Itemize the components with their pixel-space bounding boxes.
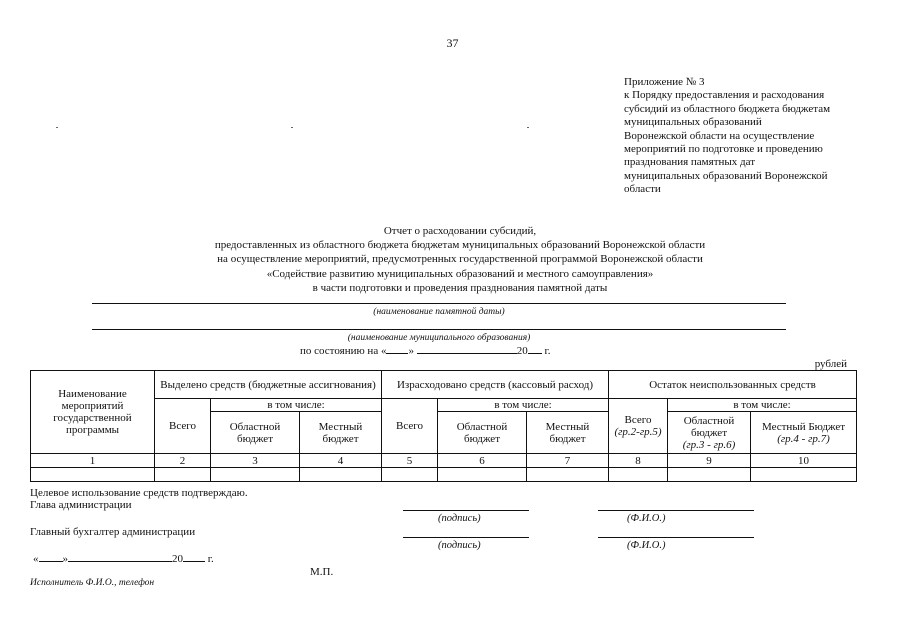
municipality-caption: (наименование муниципального образования) xyxy=(347,333,531,343)
table-cell[interactable] xyxy=(609,468,668,482)
as-of-mid: » xyxy=(408,345,414,357)
head-signature-field[interactable] xyxy=(403,510,529,511)
stamp-place: М.П. xyxy=(310,566,334,578)
column-number: 2 xyxy=(155,454,211,468)
table-cell[interactable] xyxy=(211,468,300,482)
column-number: 6 xyxy=(438,454,527,468)
header-program: Наименование мероприятий государственной программы xyxy=(31,371,155,454)
column-number: 10 xyxy=(751,454,857,468)
title-line: предоставленных из областного бюджета бюджетам муниципальных образований Воронежской области xyxy=(214,239,706,252)
header-remaining-local-formula: (гр.4 - гр.7) xyxy=(777,432,830,445)
appendix-line: Приложение № 3 xyxy=(624,76,705,88)
accountant-name-field[interactable] xyxy=(598,537,754,538)
header-allocated: Выделено средств (бюджетные ассигнования) xyxy=(155,371,382,399)
column-number: 5 xyxy=(382,454,438,468)
sign-date-day-field[interactable] xyxy=(39,552,63,562)
header-allocated-regional: Областной бюджет xyxy=(211,412,300,454)
sign-date-suffix: г. xyxy=(207,553,214,565)
scan-speck xyxy=(291,127,293,128)
appendix-note xyxy=(624,76,864,197)
table-cell[interactable] xyxy=(438,468,527,482)
as-of-suffix: г. xyxy=(544,345,551,357)
table-row xyxy=(31,468,857,482)
sign-date-close: » xyxy=(62,553,68,565)
appendix-line: субсидий из областного бюджета бюджетам xyxy=(624,102,831,115)
header-remaining: Остаток неиспользованных средств xyxy=(609,371,857,399)
header-remaining-local-label: Местный Бюджет xyxy=(761,420,846,433)
title-line: «Содействие развитию муниципальных образований и местного самоуправления» xyxy=(266,267,654,280)
accountant-label: Главный бухгалтер администрации xyxy=(30,526,196,538)
head-signature-caption: (подпись) xyxy=(438,513,481,524)
table-cell[interactable] xyxy=(751,468,857,482)
accountant-signature-caption: (подпись) xyxy=(438,540,481,551)
table-cell[interactable] xyxy=(668,468,751,482)
title-line: Отчет о расходовании субсидий, xyxy=(383,225,537,237)
appendix-line: муниципальных образований Воронежской xyxy=(624,169,828,182)
as-of-prefix: по состоянию на « xyxy=(300,345,387,357)
accountant-signature-field[interactable] xyxy=(403,537,529,538)
as-of-year: 20 xyxy=(516,345,528,357)
column-number: 4 xyxy=(300,454,382,468)
appendix-line: празднования памятных дат xyxy=(624,156,756,169)
head-label: Глава администрации xyxy=(30,499,132,511)
table-cell[interactable] xyxy=(300,468,382,482)
appendix-line: Воронежской области на осуществление xyxy=(624,129,815,142)
scan-speck xyxy=(56,127,58,128)
header-spent: Израсходовано средств (кассовый расход) xyxy=(382,371,609,399)
report-table xyxy=(30,370,857,482)
head-name-field[interactable] xyxy=(598,510,754,511)
as-of-day-field[interactable] xyxy=(386,344,408,354)
memorable-date-caption: (наименование памятной даты) xyxy=(373,307,505,317)
header-including: в том числе: xyxy=(211,399,382,412)
table-cell[interactable] xyxy=(31,468,155,482)
table-cell[interactable] xyxy=(382,468,438,482)
column-number: 9 xyxy=(668,454,751,468)
header-remaining-regional-label: Областной бюджет xyxy=(683,414,735,439)
title-line: в части подготовки и проведения празднования памятной даты xyxy=(312,281,608,294)
column-number: 7 xyxy=(527,454,609,468)
header-remaining-total-formula: (гр.2-гр.5) xyxy=(614,426,662,438)
column-number: 8 xyxy=(609,454,668,468)
table-cell[interactable] xyxy=(527,468,609,482)
header-spent-total: Всего xyxy=(382,399,438,454)
confirmation-text: Целевое использование средств подтверждаю. xyxy=(30,487,248,499)
sign-date-year-field[interactable] xyxy=(183,552,205,562)
header-remaining-local xyxy=(751,412,857,454)
as-of-year-field[interactable] xyxy=(528,344,542,354)
accountant-name-caption: (Ф.И.О.) xyxy=(627,540,666,551)
title-line: на осуществление мероприятий, предусмотренных государственной программой Воронежской области xyxy=(217,253,703,266)
column-number: 3 xyxy=(211,454,300,468)
currency-label: рублей xyxy=(814,358,847,370)
appendix-line: мероприятий по подготовке и проведению xyxy=(624,143,823,156)
appendix-line: муниципальных образований xyxy=(624,116,762,129)
memorable-date-field[interactable] xyxy=(92,303,786,304)
sign-date-year: 20 xyxy=(172,553,183,565)
appendix-line: области xyxy=(624,183,661,196)
as-of-month-field[interactable] xyxy=(417,344,517,354)
column-number: 1 xyxy=(31,454,155,468)
header-remaining-total-label: Всего xyxy=(624,414,652,426)
table-cell[interactable] xyxy=(155,468,211,482)
executor-label: Исполнитель Ф.И.О., телефон xyxy=(30,578,155,588)
header-allocated-total: Всего xyxy=(155,399,211,454)
header-remaining-total xyxy=(609,399,668,454)
header-including: в том числе: xyxy=(668,399,857,412)
appendix-line: к Порядку предоставления и расходования xyxy=(624,89,825,102)
header-including: в том числе: xyxy=(438,399,609,412)
header-spent-local: Местный бюджет xyxy=(527,412,609,454)
as-of-date xyxy=(300,344,550,357)
scan-speck xyxy=(527,127,529,128)
column-number-row xyxy=(31,454,857,468)
sign-date-open: « xyxy=(33,553,39,565)
sign-date xyxy=(33,552,214,565)
report-title xyxy=(100,224,820,295)
head-name-caption: (Ф.И.О.) xyxy=(627,513,666,524)
page-number: 37 xyxy=(446,36,459,50)
header-remaining-regional-formula: (гр.3 - гр.6) xyxy=(682,438,736,451)
header-remaining-regional xyxy=(668,412,751,454)
municipality-field[interactable] xyxy=(92,329,786,330)
sign-date-month-field[interactable] xyxy=(68,552,172,562)
header-allocated-local: Местный бюджет xyxy=(300,412,382,454)
header-spent-regional: Областной бюджет xyxy=(438,412,527,454)
